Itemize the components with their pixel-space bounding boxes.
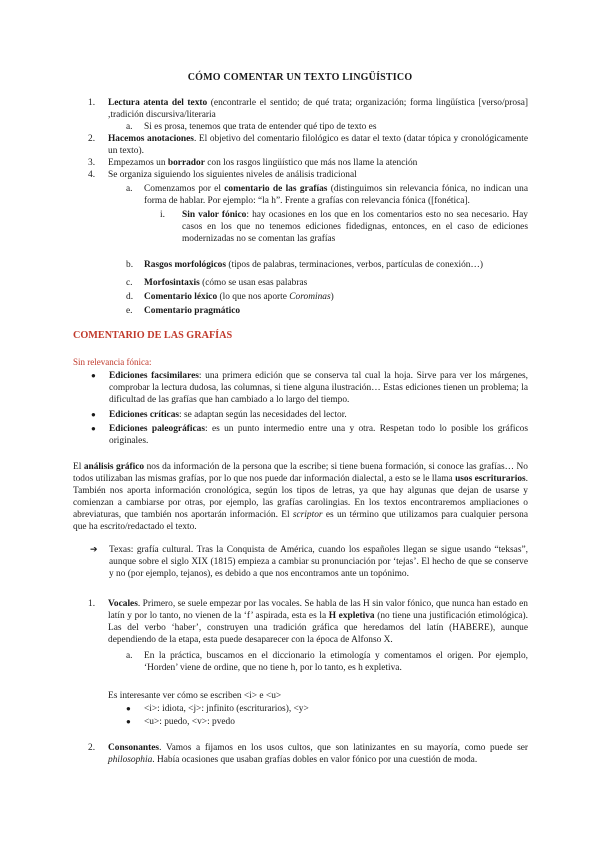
item-bold: Ediciones facsimilares <box>109 371 199 381</box>
list-item <box>144 291 334 303</box>
item-text: (no tiene una justificación etimológica). Las del verbo ‘haber’, construyen una tradición gráfica que heredamos del latín (HABERE), aunque dependiendo de la etapa, esta puede desaparecer con la época de Alfonso X. <box>108 611 528 645</box>
list-item <box>144 305 240 317</box>
list-number: 2. <box>88 743 96 753</box>
paragraph-text: El <box>73 462 84 472</box>
list-number: 1. <box>88 98 96 108</box>
item-text: . Vamos a fijamos en los usos cultos, que son latinizantes en su mayoría, como puede ser <box>159 743 528 753</box>
list-letter: d. <box>126 292 134 302</box>
item-bold: Comentario léxico <box>144 292 218 302</box>
item-text: Empezamos un <box>108 158 168 168</box>
bullet-icon: ● <box>91 371 96 380</box>
list-letter: c. <box>126 278 133 288</box>
list-letter: a. <box>126 651 133 661</box>
list-item <box>108 598 528 646</box>
item-bold: Lectura atenta del texto <box>108 98 208 108</box>
item-text: . Primero, se suele empezar por las vocales. Se habla de las H sin valor fónico, que nunca han estado en latín y por lo tanto, no vienen de la ‘f’ aspirada, esta es la <box>108 599 528 621</box>
item-text: : es un punto intermedio entre una y otra. Respetan todo lo posible los gráficos originales. <box>109 424 528 446</box>
list-number: 1. <box>88 599 96 609</box>
item-bold: Ediciones críticas <box>109 410 180 420</box>
item-text: . El objetivo del comentario filológico es datar el texto (datar tópica y cronológicamente un texto). <box>108 134 528 156</box>
list-letter: a. <box>126 122 133 132</box>
bullet-icon: ● <box>91 410 96 419</box>
list-roman: i. <box>160 210 165 220</box>
list-item: Si es prosa, tenemos que trata de entender qué tipo de texto es <box>144 122 377 132</box>
paragraph: Es interesante ver cómo se escriben <i> e <u> <box>108 691 282 701</box>
bullet-item: <u>: puedo, <v>: pvedo <box>144 717 235 727</box>
list-item <box>144 277 307 289</box>
paragraph-text: . También nos aporta información cronológica, según los tipos de letras, ya que hay algunas que dejan de usarse y comienzan a cambiarse por otras, por ejemplo, las grafías carolingias. En los textos encontraremos ampliaciones o abreviaturas, que también nos aportarán información. El <box>73 474 528 520</box>
item-text: : se adaptan según las necesidades del lector. <box>179 410 347 420</box>
list-item <box>108 97 528 121</box>
arrow-icon: ➔ <box>90 544 98 554</box>
item-text: (tipos de palabras, terminaciones, verbos, partículas de conexión…) <box>226 260 483 270</box>
list-letter: b. <box>126 260 134 270</box>
bullet-icon: ● <box>126 717 131 726</box>
bullet-item <box>109 370 528 406</box>
list-letter: a. <box>126 184 133 194</box>
list-item <box>108 157 417 169</box>
list-item <box>108 133 528 157</box>
item-bold: Rasgos morfológicos <box>144 260 227 270</box>
item-text: : una primera edición que se conserva tal cual la hoja. Sirve para ver los márgenes, comprobar la lectura dudosa, las columnas, si tiene alguna ilustración… Estas ediciones tienen un problema; la dificultad de las grafías que han cambiado a lo largo del tiempo. <box>109 371 528 405</box>
item-bold: Vocales <box>108 599 138 609</box>
list-letter: e. <box>126 306 133 316</box>
list-item <box>144 183 528 207</box>
item-text: (encontrarle el sentido; de qué trata; organización; forma lingüística [verso/prosa] ,tradición discursiva/literaria <box>108 98 528 120</box>
paragraph-bold: usos escriturarios <box>455 474 526 484</box>
item-text: Comenzamos por el <box>144 184 225 194</box>
item-bold: Sin valor fónico <box>182 210 247 220</box>
item-bold: comentario de las grafías <box>224 184 328 194</box>
arrow-item: Texas: grafía cultural. Tras la Conquista de América, cuando los españoles llegan se sigue usando “teksas”, aunque sobre el siglo XIX (1815) empieza a cambiar su pronunciación por ‘tejas’. El hecho de que se conserve y no (por ejemplo, tejanos), es debido a que nos encontramos ante un topónimo. <box>109 545 528 579</box>
item-bold: H expletiva <box>328 611 375 621</box>
item-text: (cómo se usan esas palabras <box>199 278 308 288</box>
list-item: Se organiza siguiendo los siguientes niveles de análisis tradicional <box>108 170 357 180</box>
paragraph-bold: análisis gráfico <box>83 462 145 472</box>
bullet-icon: ● <box>91 424 96 433</box>
item-italic: philosophia <box>108 755 153 765</box>
item-bold: Comentario pragmático <box>144 306 241 316</box>
item-bold: Consonantes <box>108 743 160 753</box>
bullet-item <box>109 423 528 447</box>
page-title: CÓMO COMENTAR UN TEXTO LINGÜÍSTICO <box>187 72 413 83</box>
item-text: (distinguimos sin relevancia fónica, no indican una forma de hablar. Por ejemplo: “la h”. Frente a grafías con relevancia fónica ([fonética]. <box>144 184 528 206</box>
bullet-icon: ● <box>126 704 131 713</box>
item-bold: Hacemos anotaciones <box>108 134 194 144</box>
list-item <box>144 259 483 271</box>
paragraph-text: es un término que utilizamos para cualquier persona que ha escrito/redactado el texto. <box>73 510 528 532</box>
item-italic: Corominas <box>289 292 331 302</box>
item-text: (lo que nos aporte <box>217 292 290 302</box>
item-bold: Morfosintaxis <box>144 278 200 288</box>
item-text: ) <box>330 292 334 302</box>
bullet-item <box>109 409 347 421</box>
list-item <box>182 209 528 245</box>
paragraph <box>73 461 528 533</box>
item-bold: Ediciones paleográficas <box>109 424 206 434</box>
item-text: . Había ocasiones que usaban grafías dobles en valor fónico por una cuestión de moda. <box>152 755 478 765</box>
item-text: : hay ocasiones en los que en los comentarios esto no sea necesario. Hay casos en los que no tenemos ediciones fidedignas, entonces, en el caso de ediciones modernizadas no se comentan las grafías <box>182 210 528 244</box>
item-bold: borrador <box>167 158 205 168</box>
list-number: 4. <box>88 170 96 180</box>
item-text: con los rasgos lingüístico que más nos llame la atención <box>204 158 418 168</box>
subsection-heading: Sin relevancia fónica: <box>73 357 152 367</box>
list-item <box>108 742 528 766</box>
list-item: En la práctica, buscamos en el diccionario la etimología y comentamos el origen. Por ejemplo, ‘Horden’ viene de ordine, que no tiene h, por lo tanto, es h expletiva. <box>144 651 528 673</box>
section-heading: COMENTARIO DE LAS GRAFÍAS <box>73 330 233 341</box>
list-number: 2. <box>88 134 96 144</box>
paragraph-italic: scriptor <box>292 510 323 520</box>
bullet-item: <i>: idiota, <j>: jnfinito (escriturarios), <y> <box>144 704 309 714</box>
list-number: 3. <box>88 158 96 168</box>
paragraph-text: nos da información de la persona que la escribe; si tiene buena formación, si conoce las grafías… No todos utilizaban las mismas grafías, por lo que nos puede dar información dialectal, a esto se le llama <box>73 462 528 484</box>
